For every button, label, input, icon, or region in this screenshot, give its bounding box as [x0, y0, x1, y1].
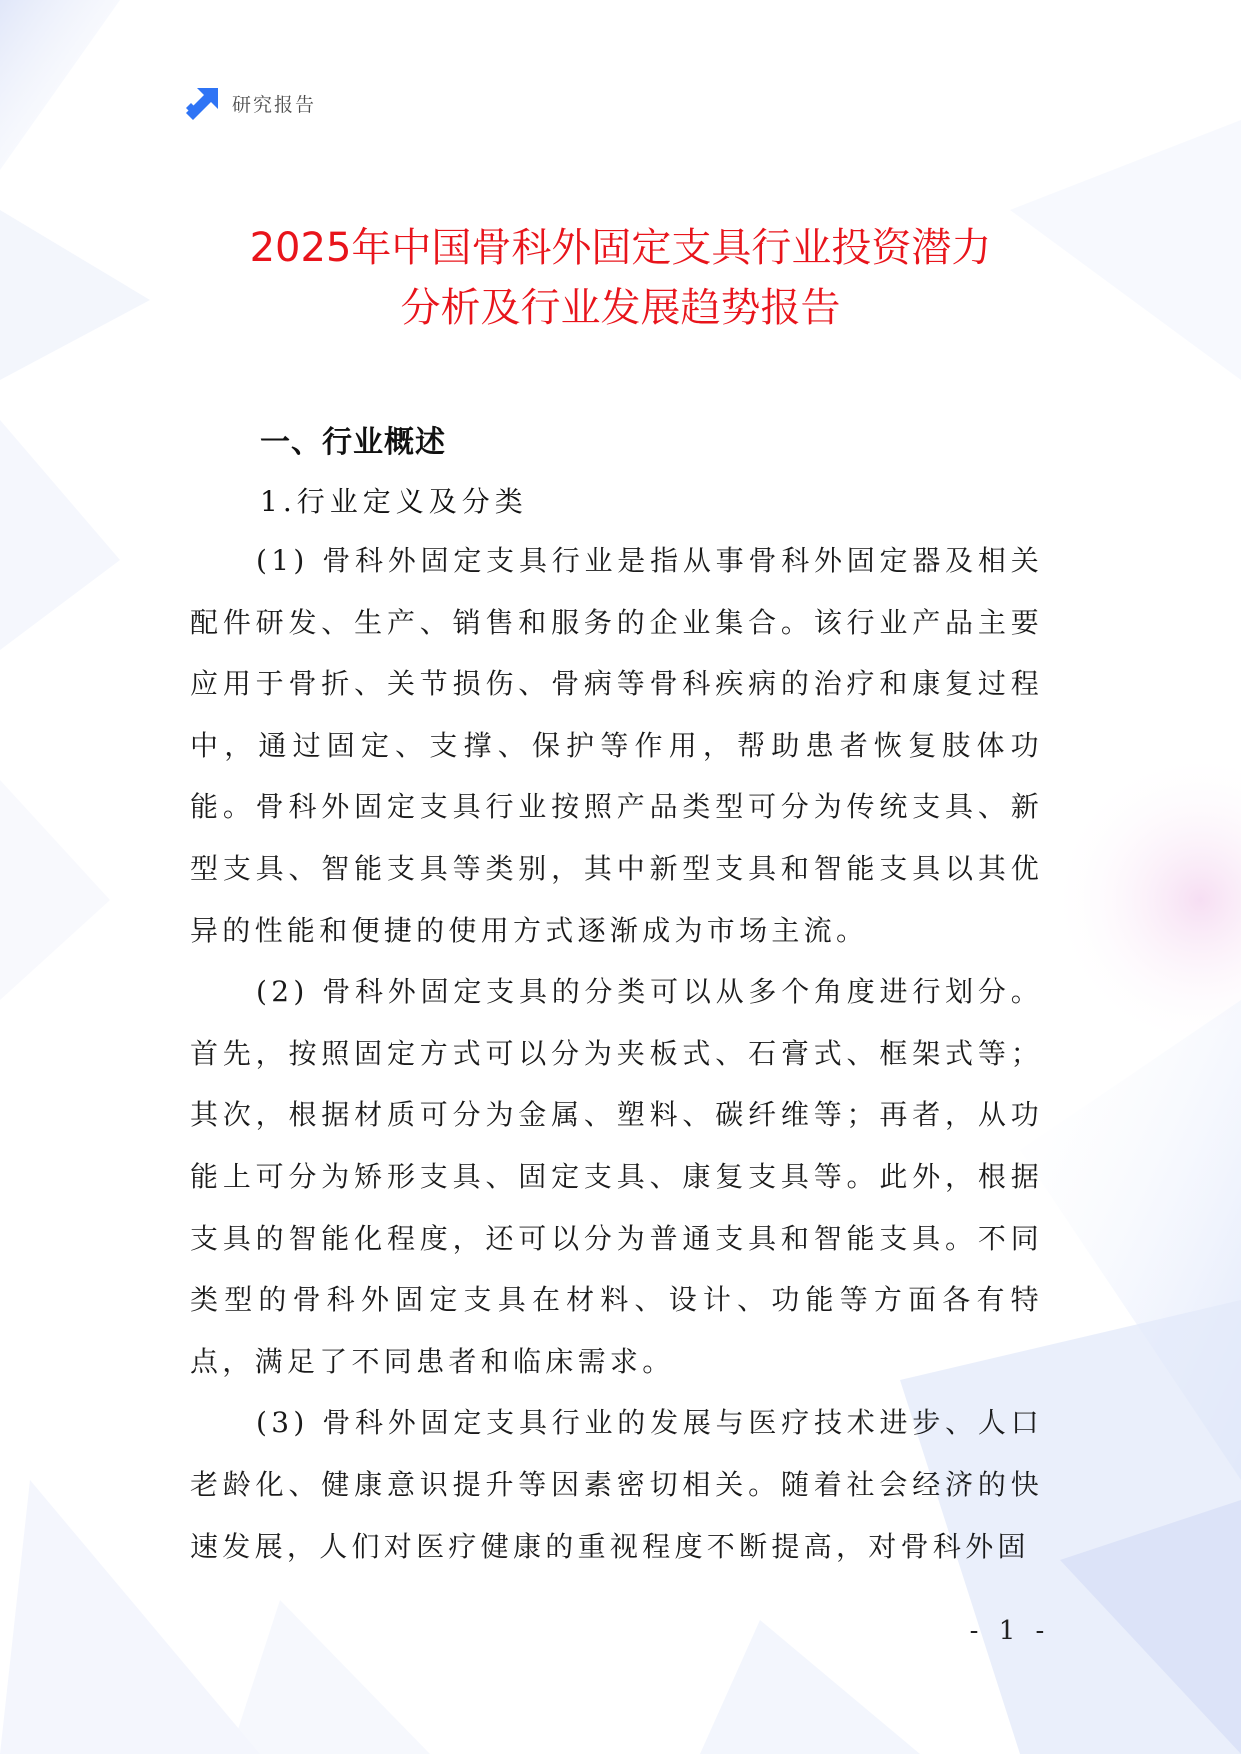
paragraph: (2) 骨科外固定支具的分类可以从多个角度进行划分。首先，按照固定方式可以分为夹板式、石膏式、框架式等；其次，根据材质可分为金属、塑料、碳纤维等；再者，从功能上可分为矫形支具、固定支具、康复支具等。此外，根据支具的智能化程度，还可以分为普通支具和智能支具。不同类型的骨科外固定支具在材料、设计、功能等方面各有特点，满足了不同患者和临床需求。: [190, 975, 1043, 1378]
paragraph: (1) 骨科外固定支具行业是指从事骨科外固定器及相关配件研发、生产、销售和服务的企业集合。该行业产品主要应用于骨折、关节损伤、骨病等骨科疾病的治疗和康复过程中，通过固定、支撑、保护等作用，帮助患者恢复肢体功能。骨科外固定支具行业按照产品类型可分为传统支具、新型支具、智能支具等类别，其中新型支具和智能支具以其优异的性能和便捷的使用方式逐渐成为市场主流。: [190, 544, 1043, 947]
section-heading: 一、行业概述: [260, 425, 446, 460]
page-number: - 1 -: [969, 1616, 1051, 1646]
body-text: [190, 530, 1043, 1577]
title-line-2: 分析及行业发展趋势报告: [400, 285, 841, 331]
title-line-1: 2025年中国骨科外固定支具行业投资潜力: [249, 225, 992, 271]
paragraph: (3) 骨科外固定支具行业的发展与医疗技术进步、人口老龄化、健康意识提升等因素密切相关。随着社会经济的快速发展，人们对医疗健康的重视程度不断提高，对骨科外固: [190, 1406, 1043, 1563]
report-type-label: 研究报告: [232, 93, 317, 116]
page-header: [186, 84, 316, 122]
document-title: [140, 218, 1101, 338]
arrow-up-right-icon: [186, 86, 220, 120]
sub-heading: 1.行业定义及分类: [260, 485, 528, 518]
